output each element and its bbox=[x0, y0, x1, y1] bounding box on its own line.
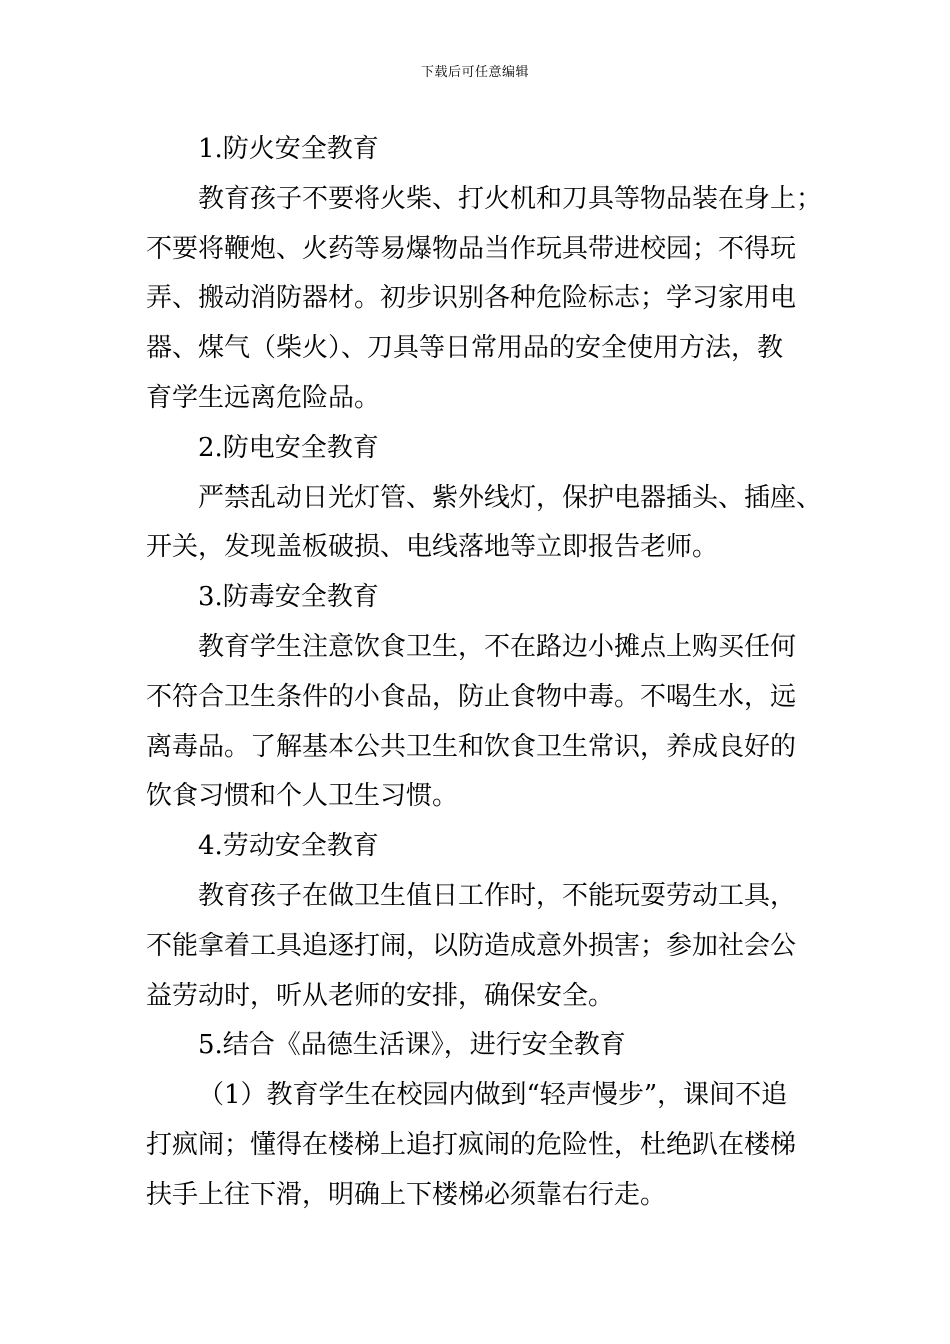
section-heading-labor: 4.劳动安全教育 bbox=[198, 831, 379, 862]
paragraph-line: 教育学生注意饮食卫生，不在路边小摊点上购买任何 bbox=[198, 631, 797, 662]
paragraph-line: 教育孩子在做卫生值日工作时，不能玩耍劳动工具， bbox=[198, 880, 797, 911]
paragraph-line: 益劳动时，听从老师的安排，确保安全。 bbox=[146, 980, 615, 1011]
paragraph-line: 扶手上往下滑，明确上下楼梯必须靠右行走。 bbox=[146, 1179, 667, 1210]
paragraph-line: 饮食习惯和个人卫生习惯。 bbox=[146, 781, 459, 812]
paragraph-line: 严禁乱动日光灯管、紫外线灯，保护电器插头、插座、 bbox=[198, 482, 823, 513]
paragraph-line: （1）教育学生在校园内做到“轻声慢步”，课间不追 bbox=[198, 1080, 788, 1111]
paragraph-line: 离毒品。了解基本公共卫生和饮食卫生常识，养成良好的 bbox=[146, 731, 797, 762]
page-header-note: 下载后可任意编辑 bbox=[420, 65, 529, 80]
paragraph-line: 不符合卫生条件的小食品，防止食物中毒。不喝生水，远 bbox=[146, 681, 797, 712]
paragraph-line: 育学生远离危险品。 bbox=[146, 382, 381, 413]
paragraph-line: 不要将鞭炮、火药等易爆物品当作玩具带进校园；不得玩 bbox=[146, 233, 797, 264]
paragraph-line: 器、煤气（柴火）、刀具等日常用品的安全使用方法，教 bbox=[146, 333, 784, 364]
paragraph-line: 弄、搬动消防器材。初步识别各种危险标志；学习家用电 bbox=[146, 283, 797, 314]
paragraph-line: 教育孩子不要将火柴、打火机和刀具等物品装在身上； bbox=[198, 183, 823, 214]
paragraph-line: 打疯闹；懂得在楼梯上追打疯闹的危险性，杜绝趴在楼梯 bbox=[146, 1129, 797, 1160]
document-body bbox=[146, 125, 826, 1221]
paragraph-line: 不能拿着工具追逐打闹，以防造成意外损害；参加社会公 bbox=[146, 930, 797, 961]
section-heading-fire: 1.防火安全教育 bbox=[198, 134, 379, 164]
paragraph-line: 开关，发现盖板破损、电线落地等立即报告老师。 bbox=[146, 532, 719, 563]
section-heading-electric: 2.防电安全教育 bbox=[198, 432, 379, 463]
section-heading-poison: 3.防毒安全教育 bbox=[198, 582, 379, 613]
section-heading-moral-course: 5.结合《品德生活课》，进行安全教育 bbox=[198, 1030, 626, 1061]
